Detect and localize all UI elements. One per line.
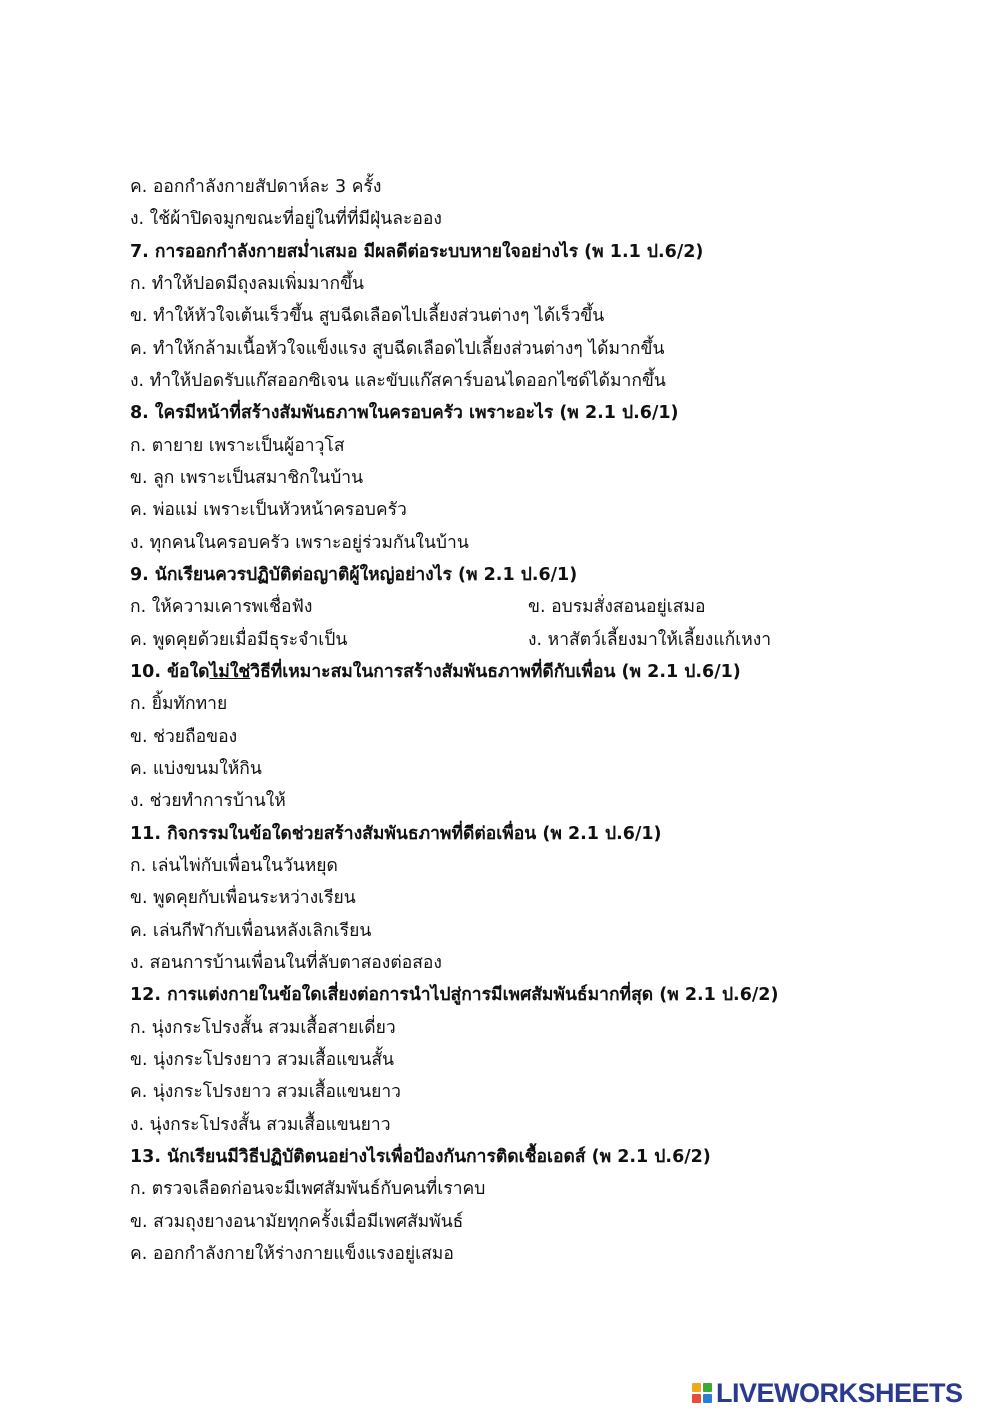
q11-option-b: ข. พูดคุยกับเพื่อนระหว่างเรียน: [130, 888, 356, 908]
q7-option-c: ค. ทำให้กล้ามเนื้อหัวใจแข็งแรง สูบฉีดเลือดไปเลี้ยงส่วนต่างๆ ได้มากขึ้น: [130, 339, 665, 359]
q11-option-c: ค. เล่นกีฬากับเพื่อนหลังเลิกเรียน: [130, 921, 372, 941]
logo-square-1: [692, 1383, 701, 1392]
q10-option-c: ค. แบ่งขนมให้กิน: [130, 759, 262, 779]
q13-option-c: ค. ออกกำลังกายให้ร่างกายแข็งแรงอยู่เสมอ: [130, 1244, 454, 1264]
q9-option-a: ก. ให้ความเคารพเชื่อฟัง: [130, 597, 313, 617]
logo-square-2: [703, 1383, 712, 1392]
liveworksheets-logo: [692, 1376, 963, 1410]
q13-option-b: ข. สวมถุงยางอนามัยทุกครั้งเมื่อมีเพศสัมพันธ์: [130, 1212, 464, 1232]
q10-option-b: ข. ช่วยถือของ: [130, 727, 238, 747]
question-11: 11. กิจกรรมในข้อใดช่วยสร้างสัมพันธภาพที่ดีต่อเพื่อน (พ 2.1 ป.6/1): [130, 824, 662, 844]
logo-text: LIVEWORKSHEETS: [716, 1377, 963, 1408]
q8-option-c: ค. พ่อแม่ เพราะเป็นหัวหน้าครอบครัว: [130, 500, 407, 520]
option-d-prev: ง. ใช้ผ้าปิดจมูกขณะที่อยู่ในที่ที่มีฝุ่นละออง: [130, 209, 442, 229]
q7-option-a: ก. ทำให้ปอดมีถุงลมเพิ่มมากขึ้น: [130, 274, 365, 294]
q7-option-d: ง. ทำให้ปอดรับแก๊สออกซิเจน และขับแก๊สคาร์บอนไดออกไซด์ได้มากขึ้น: [130, 371, 666, 391]
q9-option-c: ค. พูดคุยด้วยเมื่อมีธุระจำเป็น: [130, 630, 348, 650]
question-10: [130, 661, 741, 683]
q12-option-c: ค. นุ่งกระโปรงยาว สวมเสื้อแขนยาว: [130, 1082, 401, 1102]
q7-option-b: ข. ทำให้หัวใจเต้นเร็วขึ้น สูบฉีดเลือดไปเลี้ยงส่วนต่างๆ ได้เร็วขึ้น: [130, 306, 605, 326]
question-12: 12. การแต่งกายในข้อใดเสี่ยงต่อการนำไปสู่การมีเพศสัมพันธ์มากที่สุด (พ 2.1 ป.6/2): [130, 985, 779, 1005]
q12-option-b: ข. นุ่งกระโปรงยาว สวมเสื้อแขนสั้น: [130, 1050, 394, 1070]
q9-option-d: ง. หาสัตว์เลี้ยงมาให้เลี้ยงแก้เหงา: [528, 630, 772, 650]
q10-underlined-not: ไม่ใช่: [209, 662, 251, 682]
q8-option-d: ง. ทุกคนในครอบครัว เพราะอยู่ร่วมกันในบ้าน: [130, 533, 469, 553]
q10-prefix: 10. ข้อใด: [130, 662, 210, 682]
q11-option-a: ก. เล่นไพ่กับเพื่อนในวันหยุด: [130, 856, 338, 876]
logo-mark-icon: [692, 1383, 712, 1403]
logo-square-4: [703, 1394, 712, 1403]
q13-option-a: ก. ตรวจเลือดก่อนจะมีเพศสัมพันธ์กับคนที่เราคบ: [130, 1179, 486, 1199]
q10-rest: วิธีที่เหมาะสมในการสร้างสัมพันธภาพที่ดีกับเพื่อน (พ 2.1 ป.6/1): [250, 662, 741, 682]
q9-option-b: ข. อบรมสั่งสอนอยู่เสมอ: [528, 597, 706, 617]
question-8: 8. ใครมีหน้าที่สร้างสัมพันธภาพในครอบครัว เพราะอะไร (พ 2.1 ป.6/1): [130, 403, 679, 423]
question-9: 9. นักเรียนควรปฏิบัติต่อญาติผู้ใหญ่อย่างไร (พ 2.1 ป.6/1): [130, 565, 578, 585]
option-c-prev: ค. ออกกำลังกายสัปดาห์ละ 3 ครั้ง: [130, 177, 382, 197]
question-13: 13. นักเรียนมีวิธีปฏิบัติตนอย่างไรเพื่อป้องกันการติดเชื้อเอดส์ (พ 2.1 ป.6/2): [130, 1147, 711, 1167]
q12-option-d: ง. นุ่งกระโปรงสั้น สวมเสื้อแขนยาว: [130, 1115, 391, 1135]
logo-square-3: [692, 1394, 701, 1403]
q8-option-a: ก. ตายาย เพราะเป็นผู้อาวุโส: [130, 436, 345, 456]
q11-option-d: ง. สอนการบ้านเพื่อนในที่ลับตาสองต่อสอง: [130, 953, 442, 973]
question-7: 7. การออกกำลังกายสม่ำเสมอ มีผลดีต่อระบบหายใจอย่างไร (พ 1.1 ป.6/2): [130, 242, 704, 262]
q10-option-d: ง. ช่วยทำการบ้านให้: [130, 791, 286, 811]
q8-option-b: ข. ลูก เพราะเป็นสมาชิกในบ้าน: [130, 468, 364, 488]
q12-option-a: ก. นุ่งกระโปรงสั้น สวมเสื้อสายเดี่ยว: [130, 1018, 396, 1038]
q10-option-a: ก. ยิ้มทักทาย: [130, 694, 228, 714]
